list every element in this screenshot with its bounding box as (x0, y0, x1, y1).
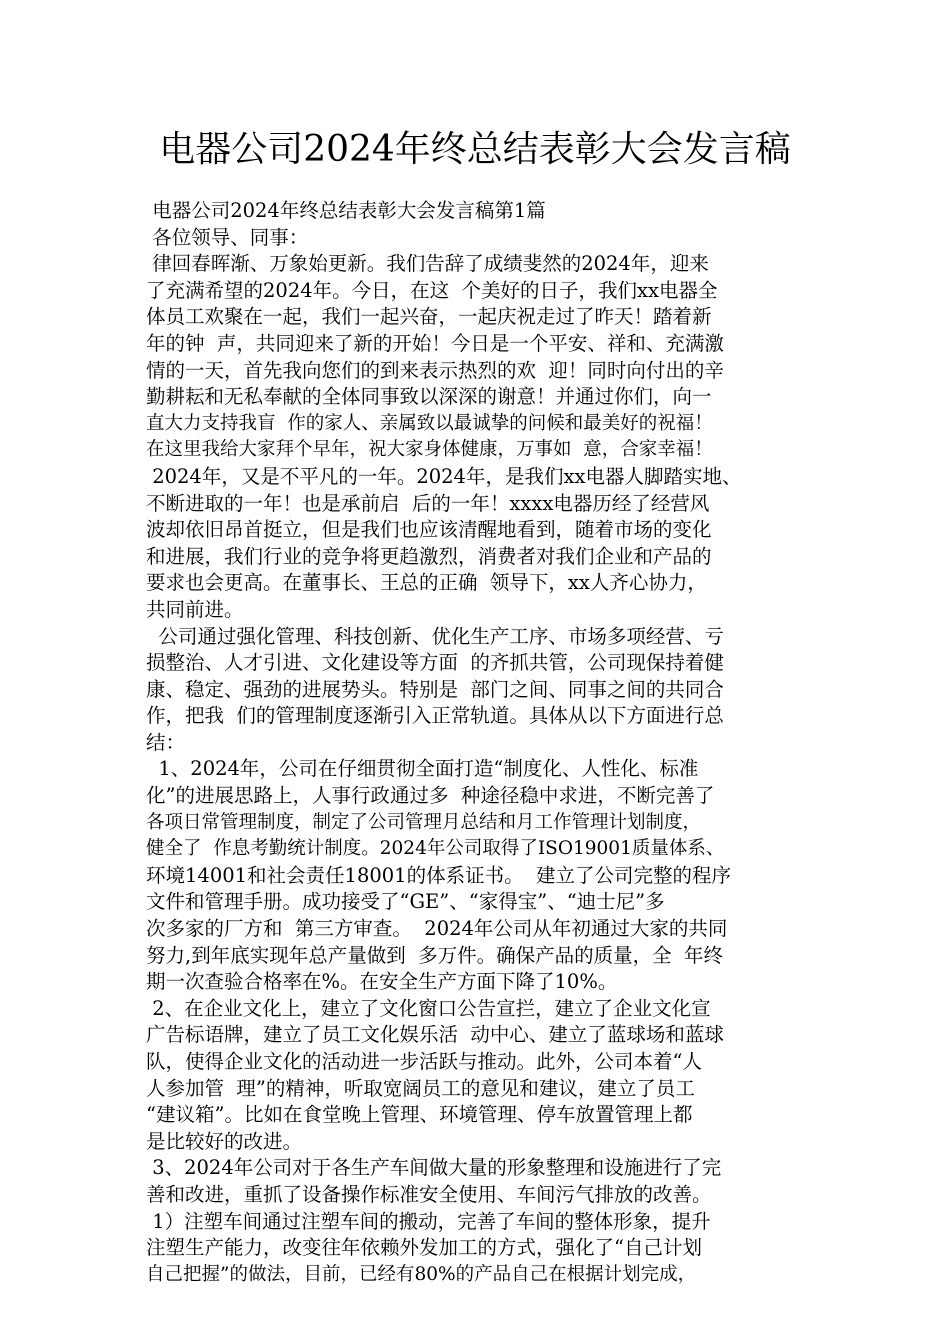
text-line: 不断进取的一年！也是承前启 后的一年！xxxx电器历经了经营风 (146, 491, 710, 515)
text-line: 次多家的厂方和 第三方审查。 2024年公司从年初通过大家的共同 (146, 917, 728, 941)
text-line: 电器公司2024年终总结表彰大会发言稿第1篇 (146, 199, 546, 222)
text-line: 善和改进，重抓了设备操作标准安全使用、车间污气排放的改善。 (146, 1182, 712, 1206)
text-line: 健全了 作息考勤统计制度。2024年公司取得了ISO19001质量体系、 (146, 838, 725, 860)
text-line: “建议箱”。比如在食堂晚上管理、环境管理、停车放置管理上都 (146, 1103, 693, 1127)
text-line: 在这里我给大家拜个早年，祝大家身体健康，万事如 意，合家幸福！ (146, 439, 713, 461)
text-line: 各位领导、同事： (146, 225, 309, 249)
text-line: 3、2024年公司对于各生产车间做大量的形象整理和设施进行了完 (146, 1156, 722, 1180)
text-line: 公司通过强化管理、科技创新、优化生产工序、市场多项经营、亏 (146, 624, 724, 648)
text-line: 各项日常管理制度，制定了公司管理月总结和月工作管理计划制度， (146, 811, 702, 833)
text-line: 康、稳定、强劲的进展势头。特别是 部门之间、同事之间的共同合 (146, 677, 724, 701)
text-line: 和进展，我们行业的竞争将更趋激烈，消费者对我们企业和产品的 (146, 544, 712, 568)
text-line: 环境14001和社会责任18001的体系证书。 建立了公司完整的程序 (146, 863, 731, 887)
text-line: 律回春晖渐、万象始更新。我们告辞了成绩斐然的2024年，迎来 (146, 252, 709, 276)
text-line: 直大力支持我盲 作的家人、亲属致以最诚挚的问候和最美好的祝福！ (146, 412, 713, 434)
text-line: 1、2024年，公司在仔细贯彻全面打造“制度化、人性化、标准 (146, 757, 699, 781)
text-line: 队，使得企业文化的活动进一步活跃与推动。此外，公司本着“人 (146, 1050, 702, 1073)
text-line: 期一次查验合格率在%。在安全生产方面下降了10%。 (146, 970, 618, 994)
text-line: 结： (146, 730, 186, 754)
text-line: 要求也会更高。在董事长、王总的正确 领导下，xx人齐心协力， (146, 571, 707, 595)
text-line: 损整治、人才引进、文化建设等方面 的齐抓共管，公司现保持着健 (146, 651, 724, 675)
text-line: 人参加管 理”的精神，听取宽阔员工的意见和建议，建立了员工 (146, 1076, 695, 1100)
text-line: 是比较好的改进。 (146, 1129, 303, 1153)
text-line: 波却依旧昂首挺立，但是我们也应该清醒地看到，随着市场的变化 (146, 518, 712, 542)
text-line: 2、在企业文化上，建立了文化窗口公告宣拦，建立了企业文化宣 (146, 996, 711, 1020)
text-line: 自己把握”的做法，目前，已经有80%的产品自己在根据计划完成， (146, 1263, 697, 1285)
text-line: 注塑生产能力，改变往年依赖外发加工的方式，强化了“自己计划 (146, 1236, 702, 1260)
text-line: 广告标语牌，建立了员工文化娱乐活 动中心、建立了蓝球场和蓝球 (146, 1023, 724, 1047)
text-line: 勤耕耘和无私奉献的全体同事致以深深的谢意！并通过你们，向一 (146, 385, 712, 409)
text-line: 共同前进。 (146, 597, 244, 621)
text-line: 年的钟 声，共同迎来了新的开始！今日是一个平安、祥和、充满激 (146, 331, 724, 355)
text-line: 文件和管理手册。成功接受了“GE”、“家得宝”、“迪士尼”多 (146, 890, 665, 914)
text-line: 了充满希望的2024年。今日，在这 个美好的日子，我们xx电器全 (146, 278, 718, 302)
text-line: 化”的进展思路上，人事行政通过多 种途径稳中求进，不断完善了 (146, 784, 715, 808)
text-line: 2024年，又是不平凡的一年。2024年，是我们xx电器人脚踏实地、 (146, 464, 742, 488)
text-line: 情的一天，首先我向您们的到来表示热烈的欢 迎！同时向付出的辛 (146, 358, 724, 382)
text-line: 作，把我 们的管理制度逐渐引入正常轨道。具体从以下方面进行总 (146, 704, 724, 728)
document-body (146, 198, 826, 1288)
text-line: 1）注塑车间通过注塑车间的搬动，完善了车间的整体形象，提升 (146, 1209, 711, 1233)
text-line: 体员工欢聚在一起，我们一起兴奋，一起庆祝走过了昨天！踏着新 (146, 305, 712, 329)
text-line: 努力,到年底实现年总产量做到 多万件。确保产品的质量，全 年终 (146, 943, 723, 967)
document-title: 电器公司2024年终总结表彰大会发言稿 (159, 129, 791, 170)
